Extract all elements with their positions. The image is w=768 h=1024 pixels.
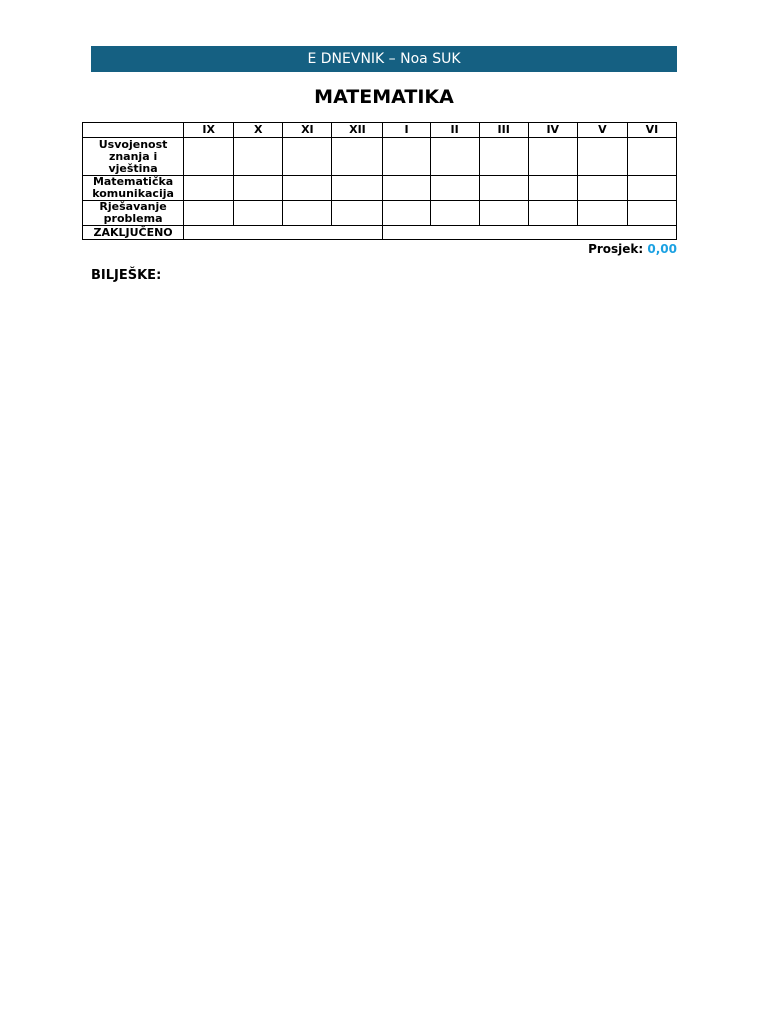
final-grade-cell-second-term[interactable] <box>383 226 677 240</box>
grade-cell[interactable] <box>332 176 383 201</box>
row-label: Usvojenost znanja i vještina <box>83 138 184 176</box>
grade-cell[interactable] <box>528 201 577 226</box>
subject-title: MATEMATIKA <box>314 86 454 108</box>
grade-cell[interactable] <box>283 176 332 201</box>
grade-cell[interactable] <box>234 138 283 176</box>
table-header-row <box>83 123 677 138</box>
corner-cell <box>83 123 184 138</box>
grade-cell[interactable] <box>430 138 479 176</box>
grade-cell[interactable] <box>528 176 577 201</box>
grade-cell[interactable] <box>332 138 383 176</box>
row-label: Matematička komunikacija <box>83 176 184 201</box>
average-label: Prosjek: <box>588 242 644 256</box>
grade-cell[interactable] <box>577 138 627 176</box>
grade-cell[interactable] <box>430 201 479 226</box>
average-value: 0,00 <box>647 242 677 256</box>
month-header: III <box>479 123 528 138</box>
month-header: V <box>577 123 627 138</box>
header-title: E DNEVNIK – Noa SUK <box>307 51 461 67</box>
grade-cell[interactable] <box>430 176 479 201</box>
month-header: VI <box>627 123 676 138</box>
month-header: II <box>430 123 479 138</box>
header-bar <box>91 46 677 72</box>
month-header: IV <box>528 123 577 138</box>
grade-cell[interactable] <box>383 201 430 226</box>
grade-cell[interactable] <box>383 138 430 176</box>
month-header: X <box>234 123 283 138</box>
final-grade-row <box>83 226 677 240</box>
grade-cell[interactable] <box>577 201 627 226</box>
grade-cell[interactable] <box>234 176 283 201</box>
month-header: XI <box>283 123 332 138</box>
month-header: XII <box>332 123 383 138</box>
grade-cell[interactable] <box>479 176 528 201</box>
table-row <box>83 201 677 226</box>
average-line <box>91 242 677 257</box>
grade-cell[interactable] <box>528 138 577 176</box>
grade-cell[interactable] <box>184 201 234 226</box>
grade-cell[interactable] <box>283 201 332 226</box>
grades-table <box>82 122 677 240</box>
grade-cell[interactable] <box>184 176 234 201</box>
table-row <box>83 138 677 176</box>
grade-cell[interactable] <box>234 201 283 226</box>
grade-cell[interactable] <box>383 176 430 201</box>
grade-cell[interactable] <box>283 138 332 176</box>
month-header: I <box>383 123 430 138</box>
grade-cell[interactable] <box>479 201 528 226</box>
notes-label: BILJEŠKE: <box>91 268 162 283</box>
grade-cell[interactable] <box>577 176 627 201</box>
grade-cell[interactable] <box>479 138 528 176</box>
grade-cell[interactable] <box>627 201 676 226</box>
table-row <box>83 176 677 201</box>
month-header: IX <box>184 123 234 138</box>
grade-cell[interactable] <box>627 138 676 176</box>
final-grade-cell-first-term[interactable] <box>184 226 383 240</box>
final-grade-label: ZAKLJUČENO <box>83 226 184 240</box>
grade-cell[interactable] <box>627 176 676 201</box>
row-label: Rješavanje problema <box>83 201 184 226</box>
grade-cell[interactable] <box>184 138 234 176</box>
grade-cell[interactable] <box>332 201 383 226</box>
